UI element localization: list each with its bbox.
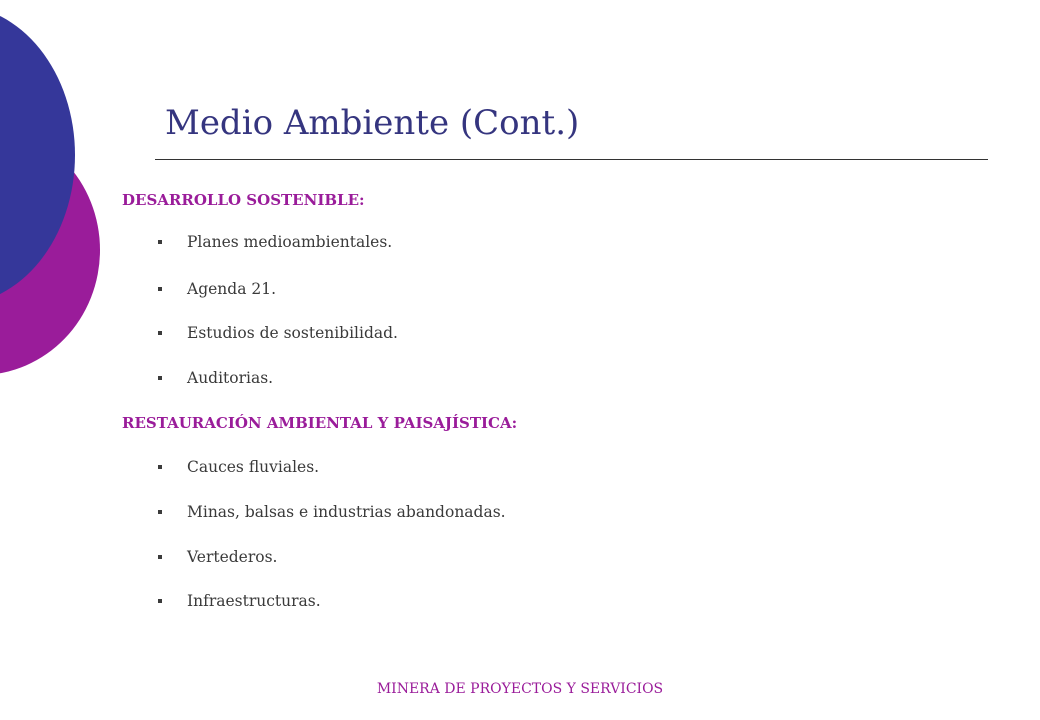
list-item (158, 503, 506, 521)
list-item-text: Auditorias. (187, 369, 274, 387)
list-item (158, 592, 321, 610)
bullet-icon (158, 465, 162, 469)
list-item (158, 458, 319, 476)
slide-title: Medio Ambiente (Cont.) (165, 103, 580, 143)
list-item (158, 548, 277, 566)
list-item (158, 369, 273, 387)
bullet-icon (158, 376, 162, 380)
bullet-icon (158, 599, 162, 603)
bullet-icon (158, 240, 162, 244)
section-heading-restauracion: RESTAURACIÓN AMBIENTAL Y PAISAJÍSTICA: (122, 414, 518, 432)
list-item-text: Agenda 21. (187, 280, 277, 298)
list-item-text: Planes medioambientales. (187, 233, 393, 251)
title-divider (155, 159, 988, 160)
footer-company-name: MINERA DE PROYECTOS Y SERVICIOS (376, 681, 664, 697)
list-item-text: Vertederos. (187, 548, 278, 566)
bullet-icon (158, 331, 162, 335)
list-item-text: Cauces fluviales. (187, 458, 320, 476)
list-item (158, 280, 276, 298)
section-heading-desarrollo: DESARROLLO SOSTENIBLE: (122, 191, 365, 209)
bullet-icon (158, 510, 162, 514)
list-item (158, 233, 392, 251)
bullet-icon (158, 555, 162, 559)
list-item (158, 324, 398, 342)
list-item-text: Infraestructuras. (187, 592, 321, 610)
list-item-text: Minas, balsas e industrias abandonadas. (187, 503, 506, 521)
bullet-icon (158, 287, 162, 291)
decorative-circles (0, 0, 140, 400)
list-item-text: Estudios de sostenibilidad. (187, 324, 398, 342)
